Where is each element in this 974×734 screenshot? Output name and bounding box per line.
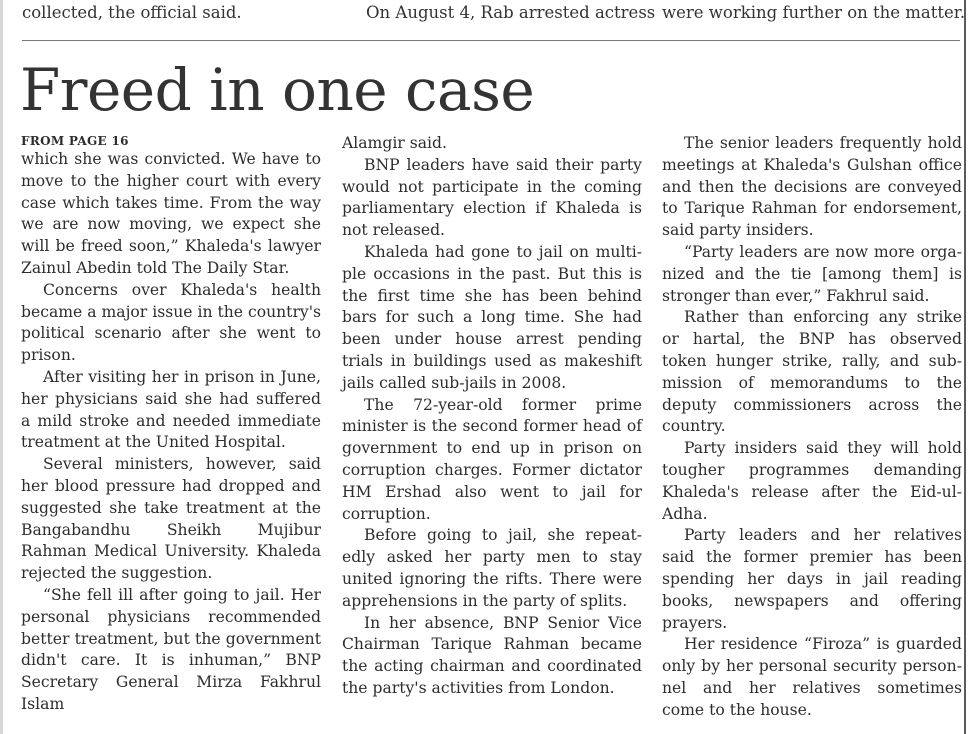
paragraph: Khaleda had gone to jail on multiple occasions in the past. But this is the first time she has been behind bars for such a long time. She had been under house arrest pending trials in buildings used as makeshift jails called sub-jails in 2008.: [342, 242, 642, 392]
paragraph: Party leaders and her relatives said the former premier has been spending her days in jail reading books, newspapers and offering prayers.: [662, 526, 962, 632]
paragraph: The senior leaders frequently hold meetings at Khaleda's Gulshan office and then the decisions are conveyed to Tarique Rahman for endorsement, said party insiders.: [662, 134, 962, 240]
paragraph: Rather than enforcing any strike or hartal, the BNP has observed token hunger strike, rally, and submission of memorandums to the deputy commissioners across the country.: [662, 308, 962, 436]
article-column-3: [662, 133, 962, 722]
article-column-1: [21, 133, 321, 716]
paragraph: “Party leaders are now more organized and the tie [among them] is stronger than ever,” Fakhrul said.: [662, 242, 962, 305]
headline: Freed in one case: [20, 56, 535, 124]
previous-story-text-col3: were working further on the matter.: [662, 3, 966, 22]
paragraph: The 72-year-old former prime minister is the second former head of government to end up in prison on corruption charges. Former dictator HM Ershad also went to jail for corruption.: [342, 395, 642, 523]
article-column-2: [342, 133, 642, 700]
paragraph: which she was convicted. We have to move to the higher court with every case which takes time. From the way we are now moving, we expect she will be freed soon,” Khaleda's lawyer Zainul Abedin told The Daily Star.: [21, 150, 321, 277]
paragraph: BNP leaders have said their party would not participate in the coming parliamentary election if Khaleda is not released.: [342, 155, 642, 240]
paragraph: In her absence, BNP Senior Vice Chairman Tarique Rahman became the acting chairman and coordinated the party's activities from London.: [342, 613, 642, 697]
paragraph: After visiting her in prison in June, her physicians said she had suffered a mild stroke and needed immediate treatment at the United Hospital.: [21, 367, 321, 452]
page-right-edge: [964, 0, 966, 734]
paragraph: Concerns over Khaleda's health became a major issue in the country's political scenario after she went to prison.: [21, 280, 321, 365]
previous-story-text-col1: collected, the official said.: [22, 3, 242, 22]
jump-line: FROM PAGE 16: [21, 134, 129, 148]
page-left-edge: [0, 0, 3, 734]
previous-story-text-col2: On August 4, Rab arrested actress: [366, 3, 656, 22]
paragraph: Several ministers, however, said her blood pressure had dropped and suggested she take treatment at the Bangabandhu Sheikh Mujibur Rahman Medical University. Khaleda rejected the suggestion.: [21, 455, 321, 583]
paragraph: Party insiders said they will hold tougher programmes demanding Khaleda's release after the Eid-ul-Adha.: [662, 439, 962, 523]
paragraph: “She fell ill after going to jail. Her personal physicians recommended better treatment, but the government didn't care. It is inhuman,” BNP Secretary General Mirza Fakhrul Islam: [21, 585, 321, 713]
paragraph: Alamgir said.: [342, 134, 447, 152]
paragraph: Before going to jail, she repeatedly asked her party men to stay united ignoring the rifts. There were apprehensions in the party of splits.: [342, 526, 642, 610]
paragraph: Her residence “Firoza” is guarded only by her personal security personnel and her relatives sometimes come to the house.: [662, 635, 962, 719]
section-divider: [22, 40, 960, 41]
